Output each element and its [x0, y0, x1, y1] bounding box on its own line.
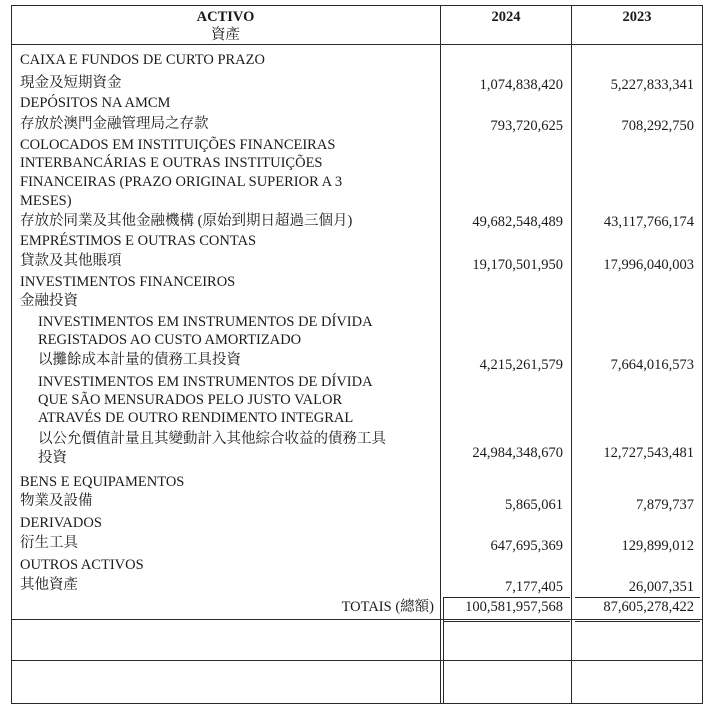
header-activo-zh: 資產 [211, 27, 240, 43]
value-2023: 708,292,750 [621, 118, 694, 134]
total-2023: 87,605,278,422 [603, 599, 694, 615]
total-2024: 100,581,957,568 [465, 599, 563, 615]
value-2023: 43,117,766,174 [603, 214, 694, 230]
header-activo: ACTIVO [196, 9, 255, 25]
column-divider-1b [443, 598, 444, 703]
table-border-left [11, 5, 12, 703]
total-label: TOTAIS (總額) [341, 599, 434, 615]
value-2023: 5,227,833,341 [610, 77, 694, 93]
row-label-pt: ATRAVÉS DE OUTRO RENDIMENTO INTEGRAL [38, 410, 354, 426]
value-2024: 4,215,261,579 [479, 357, 563, 373]
value-2024: 49,682,548,489 [472, 214, 563, 230]
table-border-top [11, 5, 703, 6]
column-divider-2 [571, 5, 572, 703]
row-label-pt: INTERBANCÁRIAS E OUTRAS INSTITUIÇÕES [20, 155, 323, 171]
row-label-zh: 貸款及其他賬項 [20, 253, 122, 269]
value-2023: 129,899,012 [621, 538, 694, 554]
value-2024: 793,720,625 [490, 118, 563, 134]
table-border-right [702, 5, 703, 703]
row-label-pt: INVESTIMENTOS FINANCEIROS [20, 274, 236, 290]
row-label-zh: 以攤餘成本計量的債務工具投資 [38, 352, 241, 368]
total-divider [11, 619, 703, 620]
row-label-pt: MESES) [20, 193, 72, 209]
row-label-zh: 物業及設備 [20, 493, 93, 509]
blank-row-divider [11, 660, 703, 661]
row-label-zh: 金融投資 [20, 293, 78, 309]
value-2023: 26,007,351 [628, 579, 694, 595]
row-label-pt: BENS E EQUIPAMENTOS [20, 474, 185, 490]
value-2024: 1,074,838,420 [479, 77, 563, 93]
column-divider-1 [440, 5, 441, 703]
row-label-pt: EMPRÉSTIMOS E OUTRAS CONTAS [20, 233, 257, 249]
row-label-pt: COLOCADOS EM INSTITUIÇÕES FINANCEIRAS [20, 137, 336, 153]
row-label-pt: DEPÓSITOS NA AMCM [20, 95, 171, 111]
table-border-bottom [11, 703, 703, 704]
value-2024: 7,177,405 [505, 579, 563, 595]
row-label-zh: 現金及短期資金 [20, 75, 122, 91]
total-double-underline-2023 [575, 621, 700, 622]
value-2024: 24,984,348,670 [472, 445, 563, 461]
row-label-zh: 以公允價值計量且其變動計入其他綜合收益的債務工具 [38, 431, 386, 447]
row-label-zh: 衍生工具 [20, 535, 78, 551]
row-label-pt: FINANCEIRAS (PRAZO ORIGINAL SUPERIOR A 3 [20, 174, 343, 190]
value-2024: 19,170,501,950 [472, 257, 563, 273]
header-divider [11, 44, 703, 45]
total-double-underline-2024 [443, 621, 570, 622]
row-label-pt: QUE SÃO MENSURADOS PELO JUSTO VALOR [38, 392, 343, 408]
value-2023: 12,727,543,481 [603, 445, 694, 461]
row-label-pt: OUTROS ACTIVOS [20, 557, 144, 573]
row-label-zh: 存放於澳門金融管理局之存款 [20, 116, 209, 132]
row-label-zh: 其他資產 [20, 577, 78, 593]
value-2024: 647,695,369 [490, 538, 563, 554]
value-2024: 5,865,061 [505, 497, 563, 513]
row-label-pt: REGISTADOS AO CUSTO AMORTIZADO [38, 332, 302, 348]
header-year-2023: 2023 [622, 9, 652, 25]
row-label-pt: INVESTIMENTOS EM INSTRUMENTOS DE DÍVIDA [38, 314, 373, 330]
value-2023: 7,664,016,573 [610, 357, 694, 373]
value-2023: 17,996,040,003 [603, 257, 694, 273]
row-label-zh: 存放於同業及其他金融機構 (原始到期日超過三個月) [20, 213, 353, 229]
header-year-2024: 2024 [491, 9, 521, 25]
value-2023: 7,879,737 [636, 497, 694, 513]
row-label-pt: DERIVADOS [20, 515, 102, 531]
row-label-zh: 投資 [38, 450, 67, 466]
row-label-pt: INVESTIMENTOS EM INSTRUMENTOS DE DÍVIDA [38, 374, 373, 390]
row-label-pt: CAIXA E FUNDOS DE CURTO PRAZO [20, 52, 265, 68]
